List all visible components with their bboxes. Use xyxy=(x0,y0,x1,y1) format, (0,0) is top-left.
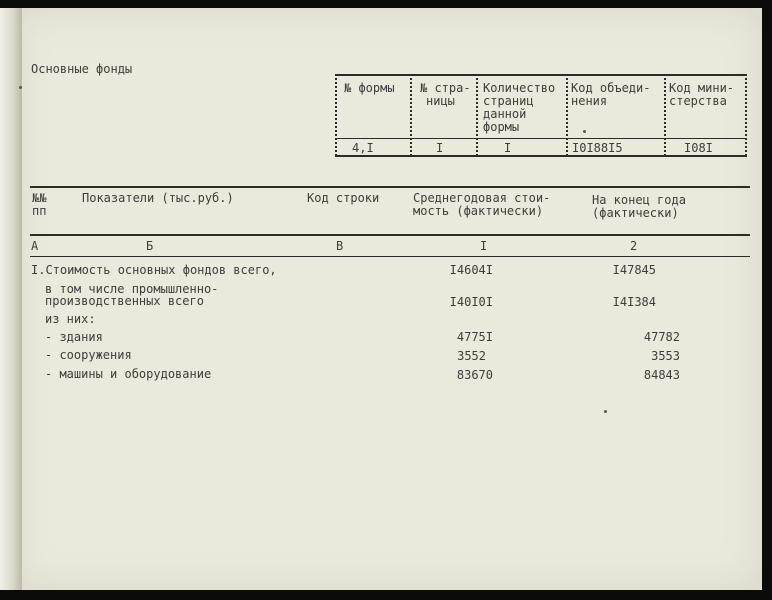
header-box-divider xyxy=(335,74,337,156)
header-box-divider xyxy=(476,74,478,156)
table-row-average: 83670 xyxy=(456,368,493,382)
column-letter-1: I xyxy=(480,239,488,253)
column-letter-a: А xyxy=(31,239,39,253)
table-row-label: I.Стоимость основных фондов всего, xyxy=(31,263,277,277)
header-box-divider xyxy=(566,74,568,156)
header-box-top-rule xyxy=(335,74,747,76)
table-col-indicators: Показатели (тыс.руб.) xyxy=(82,191,234,205)
column-letter-2: 2 xyxy=(630,239,638,253)
table-row-average: 3552 xyxy=(457,349,486,363)
table-col-number: №№ пп xyxy=(32,191,47,218)
table-row-average: I4604I xyxy=(449,263,493,277)
table-top-rule xyxy=(30,186,750,188)
table-header-rule xyxy=(30,234,750,236)
table-row-label: - здания xyxy=(45,330,103,344)
table-row-year-end: 47782 xyxy=(643,330,680,344)
table-row-year-end: 3553 xyxy=(651,349,680,363)
header-value-page-count: I xyxy=(504,141,512,155)
table-row-label: в том числе промышленно- xyxy=(45,282,219,296)
table-row-year-end: I47845 xyxy=(612,263,656,277)
header-value-ministry-code: I08I xyxy=(684,141,713,155)
table-col-year-end-value: На конец года (фактически) xyxy=(592,193,686,220)
table-row-label: из них: xyxy=(45,312,96,326)
header-col-association-code: Код объеди- нения xyxy=(571,81,651,108)
header-col-page-count: Количество страниц данной формы xyxy=(483,81,556,134)
header-col-page-number: № стра- ницы xyxy=(420,81,471,108)
header-col-form-number: № формы xyxy=(344,81,395,95)
column-letter-b: Б xyxy=(146,239,154,253)
header-box-mid-rule xyxy=(335,138,747,139)
header-value-page-number: I xyxy=(436,141,444,155)
paper-speck xyxy=(19,86,22,89)
table-col-line-code: Код строки xyxy=(307,191,380,205)
table-row-label: - сооружения xyxy=(45,348,132,362)
header-box-divider xyxy=(745,74,747,156)
paper-speck xyxy=(604,410,607,413)
table-row-label: - машины и оборудование xyxy=(45,367,212,381)
header-value-association-code: I0I88I5 xyxy=(572,141,623,155)
header-box-bottom-rule xyxy=(335,155,747,157)
table-col-average-value: Среднегодовая стои- мость (фактически) xyxy=(413,191,551,218)
header-box-divider xyxy=(410,74,412,156)
table-row-year-end: 84843 xyxy=(643,368,680,382)
table-row-average: 4775I xyxy=(456,330,493,344)
header-col-ministry-code: Код мини- стерства xyxy=(669,81,735,108)
table-letters-rule xyxy=(30,256,750,257)
document-title: Основные фонды xyxy=(31,62,133,76)
paper-speck xyxy=(583,130,586,133)
header-value-form-number: 4,I xyxy=(352,141,374,155)
table-row-year-end: I4I384 xyxy=(612,295,656,309)
header-box-divider xyxy=(664,74,666,156)
page-binding-edge xyxy=(0,8,22,590)
table-row-average: I40I0I xyxy=(449,295,493,309)
column-letter-v: В xyxy=(336,239,344,253)
table-row-label: производственных всего xyxy=(45,294,204,308)
